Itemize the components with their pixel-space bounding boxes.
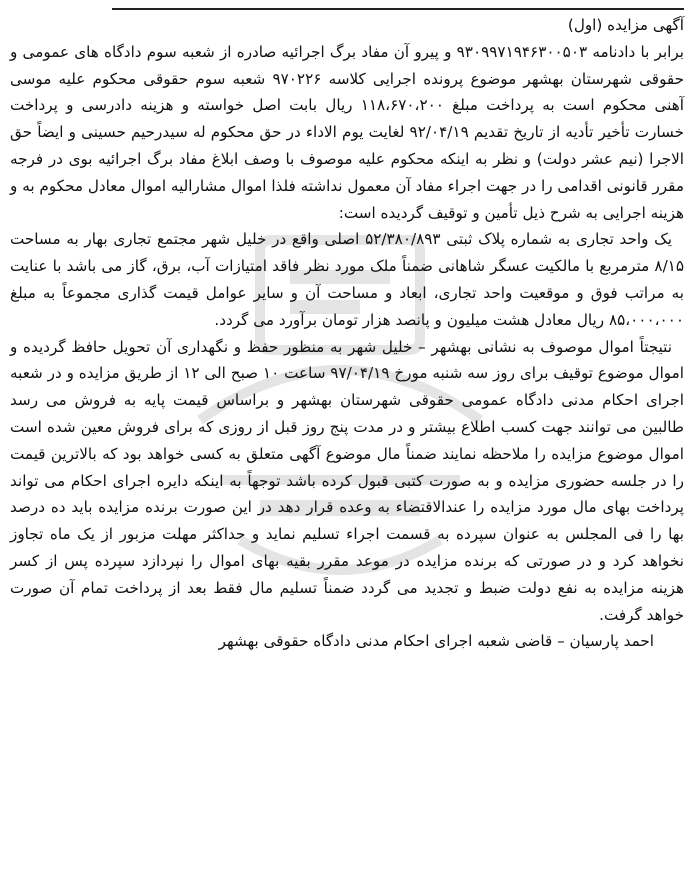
notice-signature: احمد پارسیان – قاضی شعبه اجرای احکام مدنی دادگاه حقوقی بهشهر: [218, 632, 654, 651]
auction-notice: [10, 12, 684, 655]
notice-paragraph-1: برابر با دادنامه ۹۳۰۹۹۷۱۹۴۶۳۰۰۵۰۳ و پیرو آن مفاد برگ اجرائیه صادره از شعبه سوم دادگاه های عمومی و حقوقی شهرستان بهشهر موضوع پرونده اجرایی کلاسه ۹۷۰۲۲۶ شعبه سوم حقوقی محکوم علیه موسی آهنی محکوم است به پرداخت مبلغ ۱۱۸،۶۷۰،۲۰۰ ریال بابت اصل خواسته و هزینه دادرسی و پرداخت خسارت تأخیر تأدیه از تاریخ تقدیم ۹۲/۰۴/۱۹ لغایت یوم الاداء در حق محکوم له سیدرحیم حسینی و ایضاً حق الاجرا (نیم عشر دولت) و نظر به اینکه محکوم علیه موصوف با وصف ابلاغ مفاد برگ اجرائیه بوی در فرجه مقرر قانونی اقدامی را در جهت اجراء مفاد آن معمول نداشته فلذا اموال مشارالیه اموال معادل محکوم به و هزینه اجرایی به شرح ذیل تأمین و توقیف گردیده است:: [10, 42, 684, 222]
notice-title: آگهی مزایده (اول): [567, 16, 684, 34]
notice-paragraph-2: یک واحد تجاری به شماره پلاک ثبتی ۵۲/۳۸۰/۸۹۳ اصلی واقع در خلیل شهر مجتمع تجاری بهار به مساحت ۸/۱۵ مترمربع با مالکیت عسگر شاهانی ضمناً ملک مورد نظر فاقد امتیازات آب، برق، گاز می باشد با عنایت به مراتب فوق و موقعیت واحد تجاری، ابعاد و مساحت آن و سایر عوامل قیمت گذاری مجموعاً به مبلغ ۸۵،۰۰۰،۰۰۰ ریال معادل هشت میلیون و پانصد هزار تومان برآورد می گردد.: [10, 230, 684, 329]
notice-paragraph-3: نتیجتاً اموال موصوف به نشانی بهشهر – خلیل شهر به منظور حفظ و نگهداری آن تحویل حافظ گردیده و اموال موضوع توقیف برای روز سه شنبه مورخ ۹۷/۰۴/۱۹ ساعت ۱۰ صبح الی ۱۲ از طریق مزایده و در شعبه اجرای احکام مدنی دادگاه عمومی حقوقی شهرستان بهشهر و براساس قیمت پایه به فروش می رسد طالبین می توانند جهت کسب اطلاع بیشتر و در مدت پنج روز قبل از روزی که برای فروش معین شده است اموال موضوع مزایده را ملاحظه نمایند ضمناً مال موضوع آگهی متعلق به کسی خواهد بود که بالاترین قیمت را در جلسه حضوری مزایده و به صورت کتبی قبول کرده باشد توجهاً به اینکه دایره اجرای احکام می تواند پرداخت بهای مال مورد مزایده را عندالاقتضاء به وعده قرار دهد در این صورت برنده مزایده باید ده درصد بها را فی المجلس به عنوان سپرده به قسمت اجراء تسلیم نماید و حداکثر مهلت مزبور از یک ماه تجاوز نخواهد کرد و در صورتی که برنده مزایده در موعد مقرر بقیه بهای اموال را نپردازد سپرده پس از کسر هزینه مزایده به نفع دولت ضبط و تجدید می گردد ضمناً تسلیم مال فقط بعد از پرداخت تمام آن صورت خواهد گرفت.: [10, 337, 684, 624]
top-divider: [112, 8, 684, 10]
